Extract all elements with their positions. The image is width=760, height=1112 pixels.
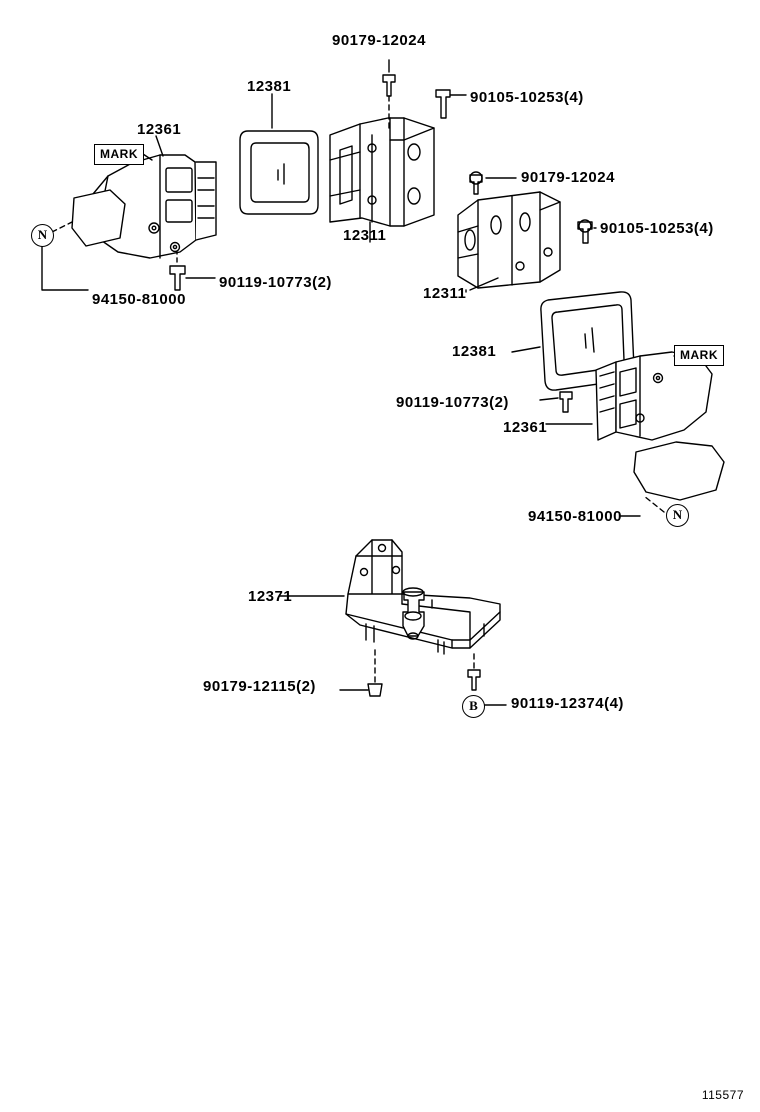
part-label-12311-right: 12311: [423, 285, 467, 302]
part-label-12381-upper-left: 12381: [247, 78, 292, 95]
part-90119-10773-right: [560, 392, 572, 412]
diagram-footer-code: 115577: [701, 1088, 744, 1102]
callout-circle-n-right: N: [666, 504, 689, 527]
part-label-90179-12024-top: 90179-12024: [332, 32, 426, 49]
mark-box-right: MARK: [674, 345, 724, 366]
part-94150-81000-left: [72, 190, 125, 246]
part-90119-12374: [468, 670, 480, 690]
part-label-12361-left: 12361: [137, 121, 182, 138]
mark-box-left: MARK: [94, 144, 144, 165]
part-label-90105-10253-right: 90105-10253(4): [600, 220, 714, 237]
leader-94150-left: [42, 245, 88, 290]
part-label-90179-12115: 90179-12115(2): [203, 678, 316, 695]
leader-12361-left: [156, 136, 163, 156]
callout-circle-n-left: N: [31, 224, 54, 247]
part-94150-81000-right: [634, 442, 724, 500]
part-label-90105-10253-upper: 90105-10253(4): [470, 89, 584, 106]
part-label-12371: 12371: [248, 588, 293, 605]
part-90179-12024-right: [470, 172, 482, 194]
part-label-12381-right: 12381: [452, 343, 497, 360]
callout-circle-b: B: [462, 695, 485, 718]
part-label-90119-10773-left: 90119-10773(2): [219, 274, 332, 291]
part-90105-10253-upper: [436, 90, 450, 118]
part-12381-upper-left: [240, 131, 318, 214]
part-label-90119-10773-right: 90119-10773(2): [396, 394, 509, 411]
part-label-94150-81000-right: 94150-81000: [528, 508, 622, 525]
part-label-12311-left: 12311: [343, 227, 387, 244]
part-12311-upper-left: [330, 118, 434, 226]
part-12371-crossmember: [346, 540, 500, 654]
leader-n-left: [52, 222, 72, 232]
part-12311-right: [458, 192, 560, 288]
part-90105-10253-right: [578, 220, 592, 243]
part-label-94150-81000-left: 94150-81000: [92, 291, 186, 308]
leader-90119-10773-right: [540, 398, 558, 400]
leader-n-right: [644, 496, 664, 512]
part-90179-12024-top: [383, 75, 395, 96]
part-90179-12115: [368, 684, 382, 696]
part-90119-10773-left: [170, 266, 185, 290]
part-label-12361-right: 12361: [503, 419, 548, 436]
part-label-90119-12374: 90119-12374(4): [511, 695, 624, 712]
part-label-90179-12024-right: 90179-12024: [521, 169, 615, 186]
leader-12381-right: [512, 347, 540, 352]
